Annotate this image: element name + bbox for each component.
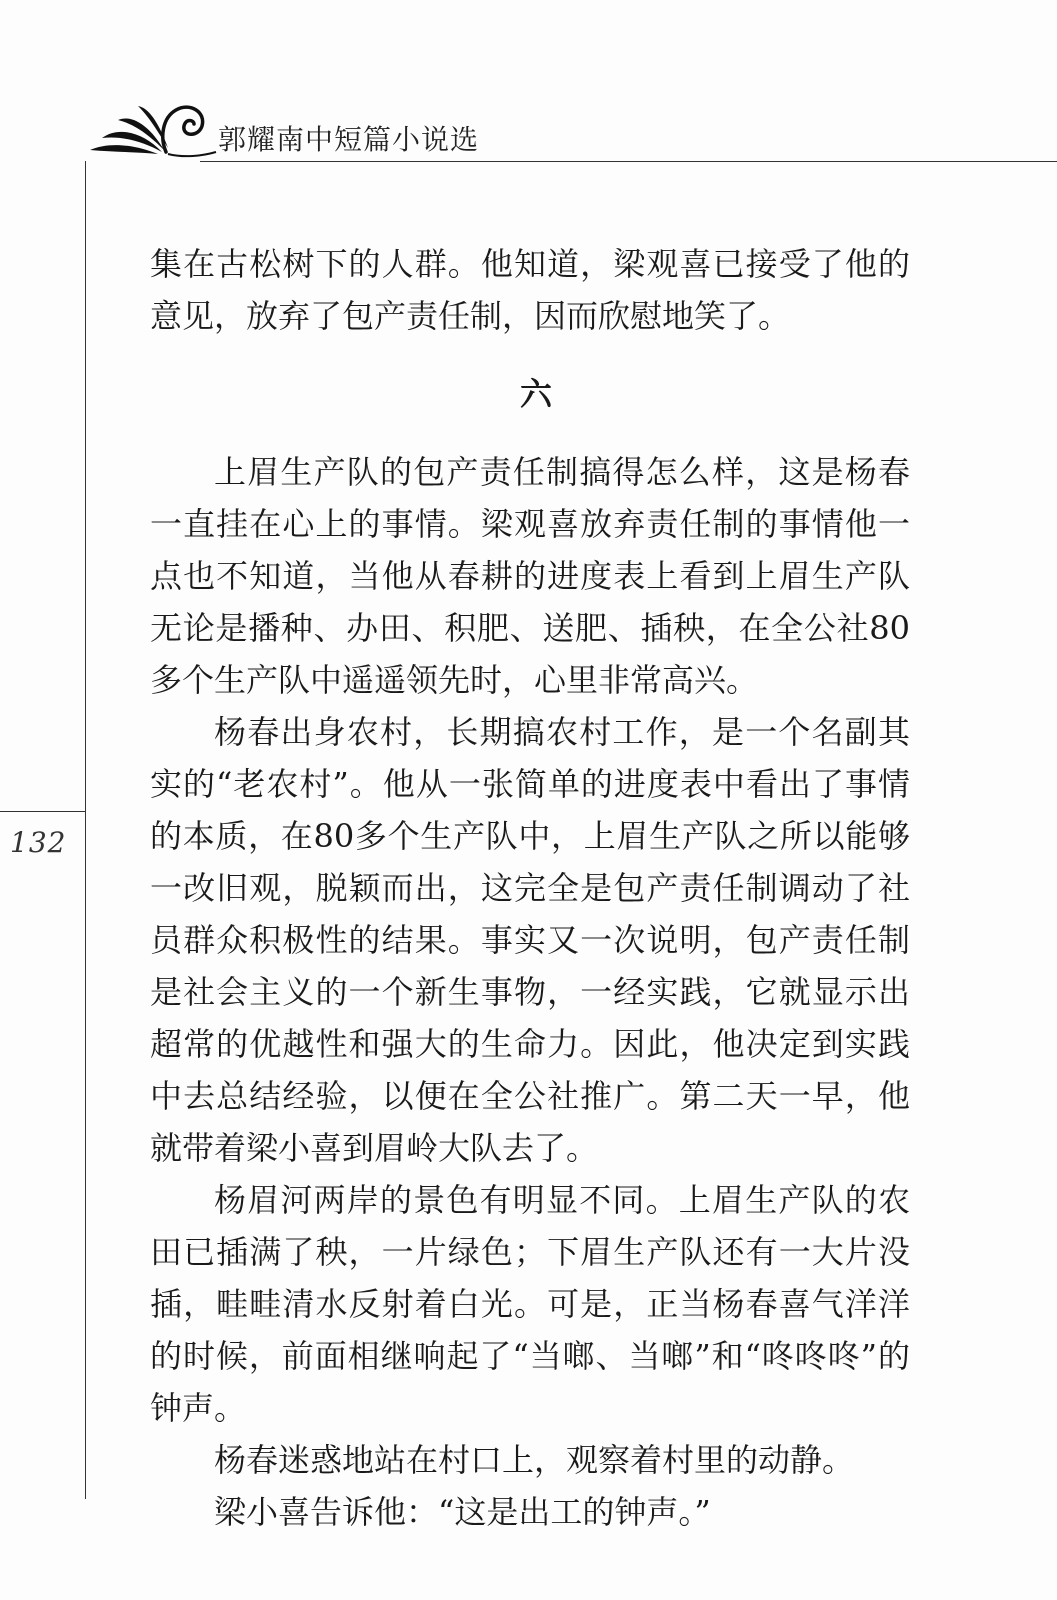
- paragraph: 集在古松树下的人群。他知道，梁观喜已接受了他的意见，放弃了包产责任制，因而欣慰地笑了。: [150, 245, 910, 335]
- left-margin-rule: [85, 161, 86, 1499]
- page-body: [150, 238, 910, 1538]
- paragraph: 杨春迷惑地站在村口上，观察着村里的动静。: [214, 1441, 855, 1479]
- section-heading: 六: [519, 375, 552, 413]
- header-rule: [200, 161, 1057, 162]
- page-number-rule: [0, 811, 85, 812]
- book-title: 郭耀南中短篇小说选: [218, 123, 480, 156]
- swirl-ornament-icon: [88, 98, 218, 166]
- page-number: 132: [10, 826, 67, 859]
- paragraph: 杨眉河两岸的景色有明显不同。上眉生产队的农田已插满了秧，一片绿色；下眉生产队还有一大片没插，畦畦清水反射着白光。可是，正当杨春喜气洋洋的时候，前面相继响起了“当啷、当啷”和“咚咚咚”的钟声。: [150, 1181, 910, 1427]
- paragraph: 上眉生产队的包产责任制搞得怎么样，这是杨春一直挂在心上的事情。梁观喜放弃责任制的事情他一点也不知道，当他从春耕的进度表上看到上眉生产队无论是播种、办田、积肥、送肥、插秧，在全公社80多个生产队中遥遥领先时，心里非常高兴。: [150, 453, 910, 699]
- paragraph: 杨春出身农村，长期搞农村工作，是一个名副其实的“老农村”。他从一张简单的进度表中看出了事情的本质，在80多个生产队中，上眉生产队之所以能够一改旧观，脱颖而出，这完全是包产责任制调动了社员群众积极性的结果。事实又一次说明，包产责任制是社会主义的一个新生事物，一经实践，它就显示出超常的优越性和强大的生命力。因此，他决定到实践中去总结经验，以便在全公社推广。第二天一早，他就带着梁小喜到眉岭大队去了。: [150, 713, 910, 1167]
- paragraph: 梁小喜告诉他：“这是出工的钟声。”: [214, 1493, 711, 1531]
